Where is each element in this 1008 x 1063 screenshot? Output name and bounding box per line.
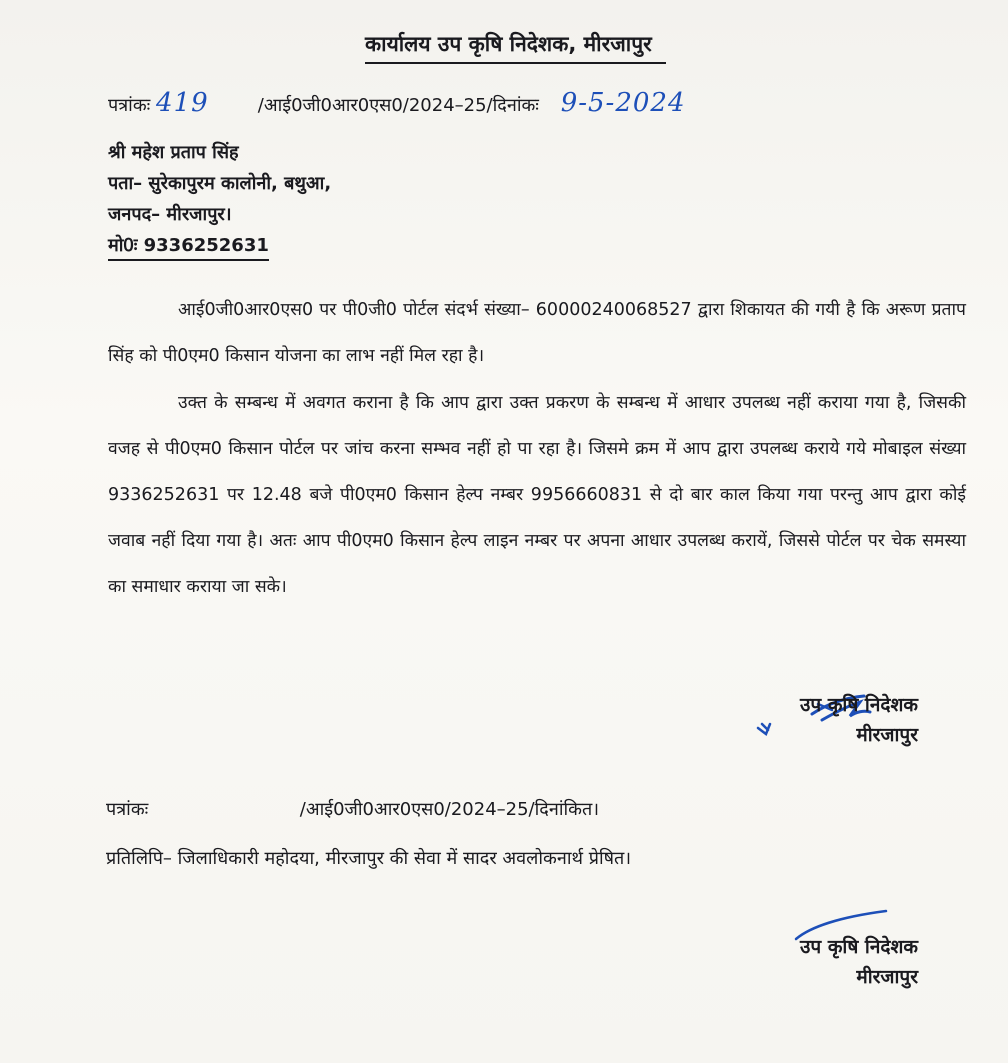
recipient-address-line1: पता– सुरेकापुरम कालोनी, बथुआ, [108, 173, 332, 194]
signature-block-2 [800, 932, 918, 992]
handwritten-reference-number: 419 [156, 88, 209, 118]
office-title: कार्यालय उप कृषि निदेशक, मीरजापुर [365, 30, 666, 64]
handwritten-date: 9-5-2024 [560, 88, 686, 118]
reference-line [108, 88, 686, 118]
signatory-designation: उप कृषि निदेशक [800, 936, 918, 958]
recipient-address-line2: जनपद– मीरजापुर। [108, 204, 232, 225]
forwarding-reference-line [106, 797, 599, 821]
reference-code: /आई0जी0आर0एस0/2024–25/दिनांकः [257, 95, 539, 116]
signatory-place: मीरजापुर [856, 966, 918, 988]
forwarding-code: /आई0जी0आर0एस0/2024–25/दिनांकित। [299, 799, 600, 820]
body-paragraph-2: उक्त के सम्बन्ध में अवगत कराना है कि आप द्वारा उक्त प्रकरण के सम्बन्ध में आधार उपलब्ध नहीं कराया गया है, जिसकी वजह से पी0एम0 किसान पोर्टल पर जांच करना सम्भव नहीं हो पा रहा है। जिसमे क्रम में आप द्वारा उपलब्ध कराये गये मोबाइल संख्या 9336252631 पर 12.48 बजे पी0एम0 किसान हेल्प नम्बर 9956660831 से दो बार काल किया गया परन्तु आप द्वारा कोई जवाब नहीं दिया गया है। अतः आप पी0एम0 किसान हेल्प लाइन नम्बर पर अपना आधार उपलब्ध करायें, जिससे पोर्टल पर चेक समस्या का समाधार कराया जा सके। [108, 393, 966, 597]
signature-block-1 [800, 690, 918, 750]
reference-prefix: पत्रांकः [108, 95, 151, 116]
copy-to-line: प्रतिलिपि– जिलाधिकारी महोदया, मीरजापुर की सेवा में सादर अवलोकनार्थ प्रेषित। [106, 848, 632, 869]
signatory-place: मीरजापुर [856, 724, 918, 746]
forwarding-prefix: पत्रांकः [106, 799, 149, 820]
recipient-name: श्री महेश प्रताप सिंह [108, 142, 239, 163]
body-paragraph-1: आई0जी0आर0एस0 पर पी0जी0 पोर्टल संदर्भ संख्या– 60000240068527 द्वारा शिकायत की गयी है कि अरूण प्रताप सिंह को पी0एम0 किसान योजना का लाभ नहीं मिल रहा है। [108, 300, 966, 366]
signatory-designation: उप कृषि निदेशक [800, 694, 918, 716]
recipient-mobile: मो0ः 9336252631 [108, 233, 269, 261]
